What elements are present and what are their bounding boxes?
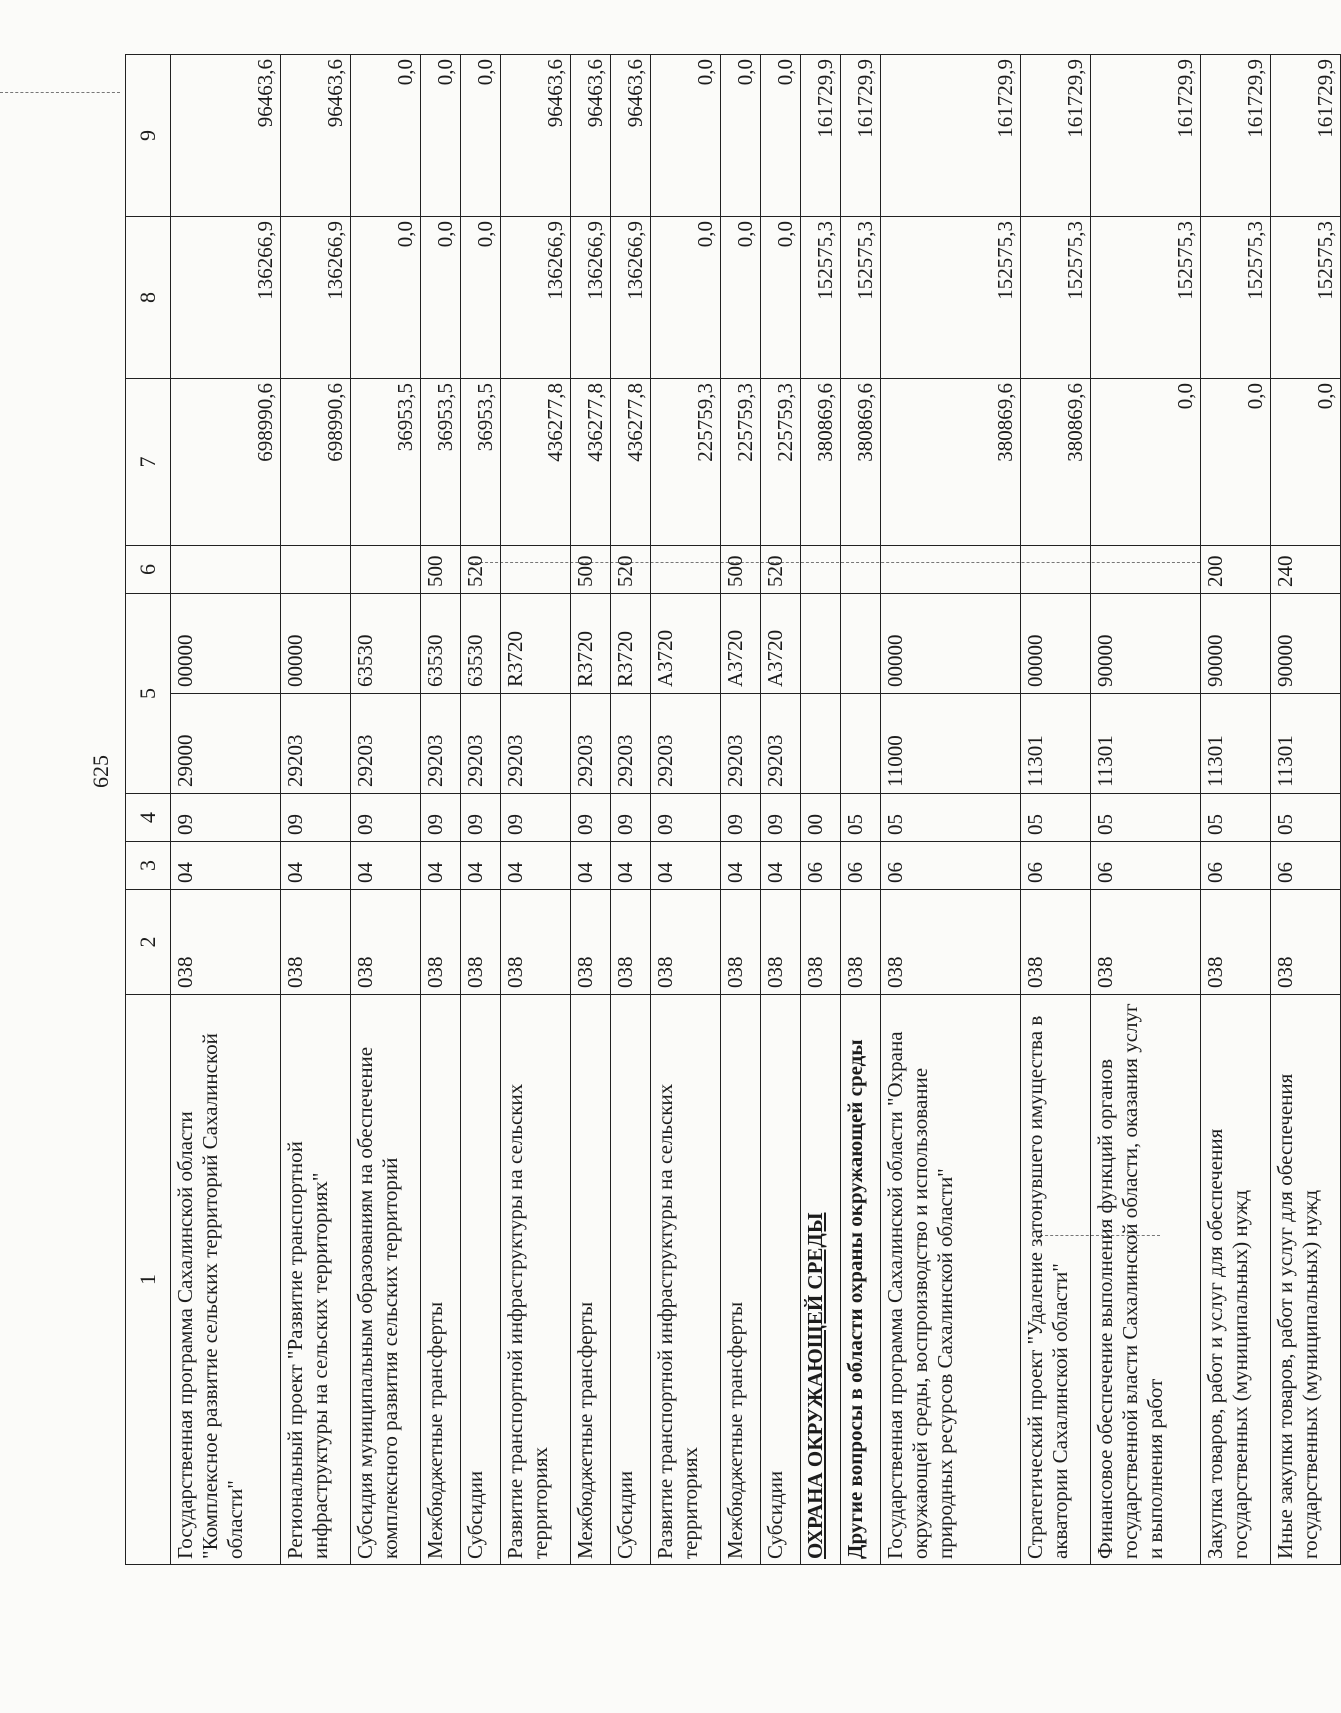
column-header: 1	[126, 995, 171, 1565]
subsection-code-cell: 09	[351, 794, 421, 842]
ministry-code-cell: 038	[1271, 890, 1341, 995]
direction-code-cell: 00000	[171, 594, 281, 694]
expense-type-cell: 200	[1201, 546, 1271, 594]
program-code-cell: 11000	[881, 694, 1021, 794]
amount-2023-cell: 0,0	[461, 217, 501, 379]
row-label: Региональный проект "Развитие транспортной инфраструктуры на сельских территориях"	[281, 995, 351, 1565]
program-code-cell: 29203	[721, 694, 761, 794]
section-code-cell: 04	[571, 842, 611, 890]
ministry-code-cell: 038	[421, 890, 461, 995]
subsection-code-cell: 05	[1091, 794, 1201, 842]
row-label: Государственная программа Сахалинской области "Комплексное развитие сельских территорий Сахалинской области"	[171, 995, 281, 1565]
subsection-code-cell: 05	[841, 794, 881, 842]
program-code-cell: 29203	[351, 694, 421, 794]
row-label: Субсидии	[761, 995, 801, 1565]
amount-2024-cell: 161729,9	[1201, 55, 1271, 217]
amount-2022-cell: 698990,6	[171, 379, 281, 546]
budget-table	[125, 54, 1341, 1565]
amount-2024-cell: 0,0	[351, 55, 421, 217]
expense-type-cell: 500	[421, 546, 461, 594]
row-label: Иные закупки товаров, работ и услуг для обеспечения государственных (муниципальных) нужд	[1271, 995, 1341, 1565]
row-label: Субсидия муниципальным образованиям на обеспечение комплексного развития сельских территорий	[351, 995, 421, 1565]
section-code-cell: 06	[1021, 842, 1091, 890]
amount-2023-cell: 136266,9	[611, 217, 651, 379]
section-code-cell: 06	[881, 842, 1021, 890]
amount-2022-cell: 436277,8	[501, 379, 571, 546]
subsection-code-cell: 05	[1271, 794, 1341, 842]
row-label: Государственная программа Сахалинской области "Охрана окружающей среды, воспроизводство и использование природных ресурсов Сахалинской области"	[881, 995, 1021, 1565]
expense-type-cell	[501, 546, 571, 594]
section-code-cell: 06	[801, 842, 841, 890]
table-row	[351, 55, 421, 1565]
subsection-code-cell: 09	[171, 794, 281, 842]
amount-2022-cell: 36953,5	[461, 379, 501, 546]
section-code-cell: 04	[281, 842, 351, 890]
amount-2024-cell: 161729,9	[801, 55, 841, 217]
direction-code-cell: 00000	[881, 594, 1021, 694]
amount-2023-cell: 152575,3	[1271, 217, 1341, 379]
program-code-cell: 29203	[501, 694, 571, 794]
row-label: Другие вопросы в области охраны окружающей среды	[841, 995, 881, 1565]
direction-code-cell	[841, 594, 881, 694]
subsection-code-cell: 05	[881, 794, 1021, 842]
ministry-code-cell: 038	[651, 890, 721, 995]
program-code-cell: 11301	[1021, 694, 1091, 794]
expense-type-cell	[1091, 546, 1201, 594]
ministry-code-cell: 038	[881, 890, 1021, 995]
table-row	[841, 55, 881, 1565]
section-code-cell: 04	[421, 842, 461, 890]
section-code-cell: 06	[1091, 842, 1201, 890]
program-code-cell: 11301	[1091, 694, 1201, 794]
direction-code-cell: A3720	[761, 594, 801, 694]
amount-2024-cell: 161729,9	[1021, 55, 1091, 217]
amount-2023-cell: 152575,3	[1021, 217, 1091, 379]
table-row	[881, 55, 1021, 1565]
amount-2022-cell: 36953,5	[421, 379, 461, 546]
ministry-code-cell: 038	[461, 890, 501, 995]
row-label: Развитие транспортной инфраструктуры на сельских территориях	[501, 995, 571, 1565]
row-label: Субсидии	[611, 995, 651, 1565]
section-code-cell: 04	[461, 842, 501, 890]
amount-2023-cell: 0,0	[421, 217, 461, 379]
direction-code-cell: 00000	[1021, 594, 1091, 694]
amount-2022-cell: 0,0	[1091, 379, 1201, 546]
column-header: 5	[126, 594, 171, 794]
expense-type-cell	[801, 546, 841, 594]
subsection-code-cell: 05	[1021, 794, 1091, 842]
program-code-cell: 11301	[1201, 694, 1271, 794]
ministry-code-cell: 038	[571, 890, 611, 995]
amount-2023-cell: 152575,3	[881, 217, 1021, 379]
row-label: Субсидии	[461, 995, 501, 1565]
amount-2024-cell: 161729,9	[1271, 55, 1341, 217]
amount-2022-cell: 225759,3	[721, 379, 761, 546]
direction-code-cell: 00000	[281, 594, 351, 694]
program-code-cell: 29203	[571, 694, 611, 794]
amount-2023-cell: 136266,9	[171, 217, 281, 379]
amount-2023-cell: 0,0	[721, 217, 761, 379]
amount-2022-cell: 0,0	[1201, 379, 1271, 546]
table-row	[611, 55, 651, 1565]
column-header: 9	[126, 55, 171, 217]
expense-type-cell: 520	[611, 546, 651, 594]
expense-type-cell: 500	[571, 546, 611, 594]
expense-type-cell: 500	[721, 546, 761, 594]
amount-2024-cell: 161729,9	[841, 55, 881, 217]
subsection-code-cell: 09	[571, 794, 611, 842]
amount-2023-cell: 0,0	[651, 217, 721, 379]
row-label: Межбюджетные трансферты	[421, 995, 461, 1565]
program-code-cell	[841, 694, 881, 794]
table-row	[721, 55, 761, 1565]
table-row	[501, 55, 571, 1565]
table-row	[651, 55, 721, 1565]
amount-2022-cell: 380869,6	[1021, 379, 1091, 546]
section-code-cell: 04	[761, 842, 801, 890]
amount-2024-cell: 96463,6	[171, 55, 281, 217]
table-row	[461, 55, 501, 1565]
subsection-code-cell: 09	[281, 794, 351, 842]
row-label: ОХРАНА ОКРУЖАЮЩЕЙ СРЕДЫ	[801, 995, 841, 1565]
amount-2022-cell: 225759,3	[651, 379, 721, 546]
program-code-cell: 29203	[651, 694, 721, 794]
direction-code-cell: 63530	[461, 594, 501, 694]
expense-type-cell	[351, 546, 421, 594]
row-label: Стратегический проект "Удаление затонувшего имущества в акватории Сахалинской области"	[1021, 995, 1091, 1565]
program-code-cell: 29203	[461, 694, 501, 794]
amount-2023-cell: 152575,3	[801, 217, 841, 379]
subsection-code-cell: 09	[761, 794, 801, 842]
column-header: 3	[126, 842, 171, 890]
amount-2023-cell: 0,0	[761, 217, 801, 379]
program-code-cell: 29203	[761, 694, 801, 794]
amount-2023-cell: 136266,9	[571, 217, 611, 379]
section-code-cell: 06	[1201, 842, 1271, 890]
subsection-code-cell: 09	[611, 794, 651, 842]
column-header: 6	[126, 546, 171, 594]
ministry-code-cell: 038	[761, 890, 801, 995]
program-code-cell: 29203	[281, 694, 351, 794]
section-code-cell: 04	[351, 842, 421, 890]
expense-type-cell	[1021, 546, 1091, 594]
direction-code-cell: A3720	[721, 594, 761, 694]
amount-2022-cell: 436277,8	[571, 379, 611, 546]
amount-2024-cell: 161729,9	[881, 55, 1021, 217]
amount-2022-cell: 0,0	[1271, 379, 1341, 546]
ministry-code-cell: 038	[721, 890, 761, 995]
amount-2024-cell: 96463,6	[571, 55, 611, 217]
amount-2024-cell: 0,0	[721, 55, 761, 217]
program-code-cell: 29000	[171, 694, 281, 794]
subsection-code-cell: 09	[501, 794, 571, 842]
subsection-code-cell: 09	[721, 794, 761, 842]
amount-2023-cell: 0,0	[351, 217, 421, 379]
amount-2023-cell: 152575,3	[1201, 217, 1271, 379]
table-row	[1021, 55, 1091, 1565]
direction-code-cell: 90000	[1091, 594, 1201, 694]
direction-code-cell: 63530	[351, 594, 421, 694]
amount-2024-cell: 96463,6	[611, 55, 651, 217]
table-body	[171, 55, 1341, 1565]
ministry-code-cell: 038	[351, 890, 421, 995]
column-header: 8	[126, 217, 171, 379]
table-row	[1271, 55, 1341, 1565]
expense-type-cell: 520	[761, 546, 801, 594]
amount-2022-cell: 380869,6	[841, 379, 881, 546]
program-code-cell	[801, 694, 841, 794]
section-code-cell: 04	[501, 842, 571, 890]
expense-type-cell	[171, 546, 281, 594]
ministry-code-cell: 038	[171, 890, 281, 995]
direction-code-cell: R3720	[571, 594, 611, 694]
column-header: 4	[126, 794, 171, 842]
row-label: Закупка товаров, работ и услуг для обеспечения государственных (муниципальных) нужд	[1201, 995, 1271, 1565]
amount-2024-cell: 0,0	[421, 55, 461, 217]
amount-2024-cell: 0,0	[461, 55, 501, 217]
direction-code-cell: 63530	[421, 594, 461, 694]
ministry-code-cell: 038	[501, 890, 571, 995]
section-code-cell: 06	[1271, 842, 1341, 890]
amount-2023-cell: 136266,9	[281, 217, 351, 379]
expense-type-cell: 240	[1271, 546, 1341, 594]
amount-2024-cell: 0,0	[651, 55, 721, 217]
amount-2022-cell: 698990,6	[281, 379, 351, 546]
expense-type-cell	[651, 546, 721, 594]
ministry-code-cell: 038	[841, 890, 881, 995]
ministry-code-cell: 038	[801, 890, 841, 995]
subsection-code-cell: 05	[1201, 794, 1271, 842]
direction-code-cell: 90000	[1271, 594, 1341, 694]
ministry-code-cell: 038	[1091, 890, 1201, 995]
table-row	[1091, 55, 1201, 1565]
amount-2023-cell: 136266,9	[501, 217, 571, 379]
expense-type-cell	[281, 546, 351, 594]
section-code-cell: 04	[651, 842, 721, 890]
row-label: Межбюджетные трансферты	[571, 995, 611, 1565]
direction-code-cell: R3720	[611, 594, 651, 694]
amount-2022-cell: 225759,3	[761, 379, 801, 546]
column-number-row	[126, 55, 171, 1565]
amount-2022-cell: 380869,6	[881, 379, 1021, 546]
amount-2023-cell: 152575,3	[1091, 217, 1201, 379]
direction-code-cell	[801, 594, 841, 694]
table-row	[1201, 55, 1271, 1565]
amount-2024-cell: 161729,9	[1091, 55, 1201, 217]
program-code-cell: 11301	[1271, 694, 1341, 794]
section-code-cell: 04	[721, 842, 761, 890]
amount-2022-cell: 436277,8	[611, 379, 651, 546]
amount-2022-cell: 36953,5	[351, 379, 421, 546]
ministry-code-cell: 038	[1201, 890, 1271, 995]
table-row	[281, 55, 351, 1565]
subsection-code-cell: 09	[461, 794, 501, 842]
program-code-cell: 29203	[421, 694, 461, 794]
amount-2023-cell: 152575,3	[841, 217, 881, 379]
ministry-code-cell: 038	[281, 890, 351, 995]
direction-code-cell: R3720	[501, 594, 571, 694]
amount-2024-cell: 0,0	[761, 55, 801, 217]
row-label: Межбюджетные трансферты	[721, 995, 761, 1565]
table-row	[421, 55, 461, 1565]
row-label: Финансовое обеспечение выполнения функций органов государственной власти Сахалинской области, оказания услуг и выполнения работ	[1091, 995, 1201, 1565]
amount-2024-cell: 96463,6	[281, 55, 351, 217]
direction-code-cell: A3720	[651, 594, 721, 694]
table-row	[761, 55, 801, 1565]
scan-mark-top	[0, 92, 120, 93]
amount-2024-cell: 96463,6	[501, 55, 571, 217]
column-header: 7	[126, 379, 171, 546]
row-label: Развитие транспортной инфраструктуры на сельских территориях	[651, 995, 721, 1565]
section-code-cell: 04	[611, 842, 651, 890]
page-number: 625	[88, 755, 113, 788]
table-row	[171, 55, 281, 1565]
subsection-code-cell: 09	[651, 794, 721, 842]
table-row	[571, 55, 611, 1565]
expense-type-cell	[881, 546, 1021, 594]
budget-table-sheet	[125, 55, 1338, 1565]
ministry-code-cell: 038	[611, 890, 651, 995]
expense-type-cell: 520	[461, 546, 501, 594]
ministry-code-cell: 038	[1021, 890, 1091, 995]
table-row	[801, 55, 841, 1565]
column-header: 2	[126, 890, 171, 995]
section-code-cell: 06	[841, 842, 881, 890]
amount-2022-cell: 380869,6	[801, 379, 841, 546]
subsection-code-cell: 09	[421, 794, 461, 842]
direction-code-cell: 90000	[1201, 594, 1271, 694]
subsection-code-cell: 00	[801, 794, 841, 842]
program-code-cell: 29203	[611, 694, 651, 794]
section-code-cell: 04	[171, 842, 281, 890]
expense-type-cell	[841, 546, 881, 594]
